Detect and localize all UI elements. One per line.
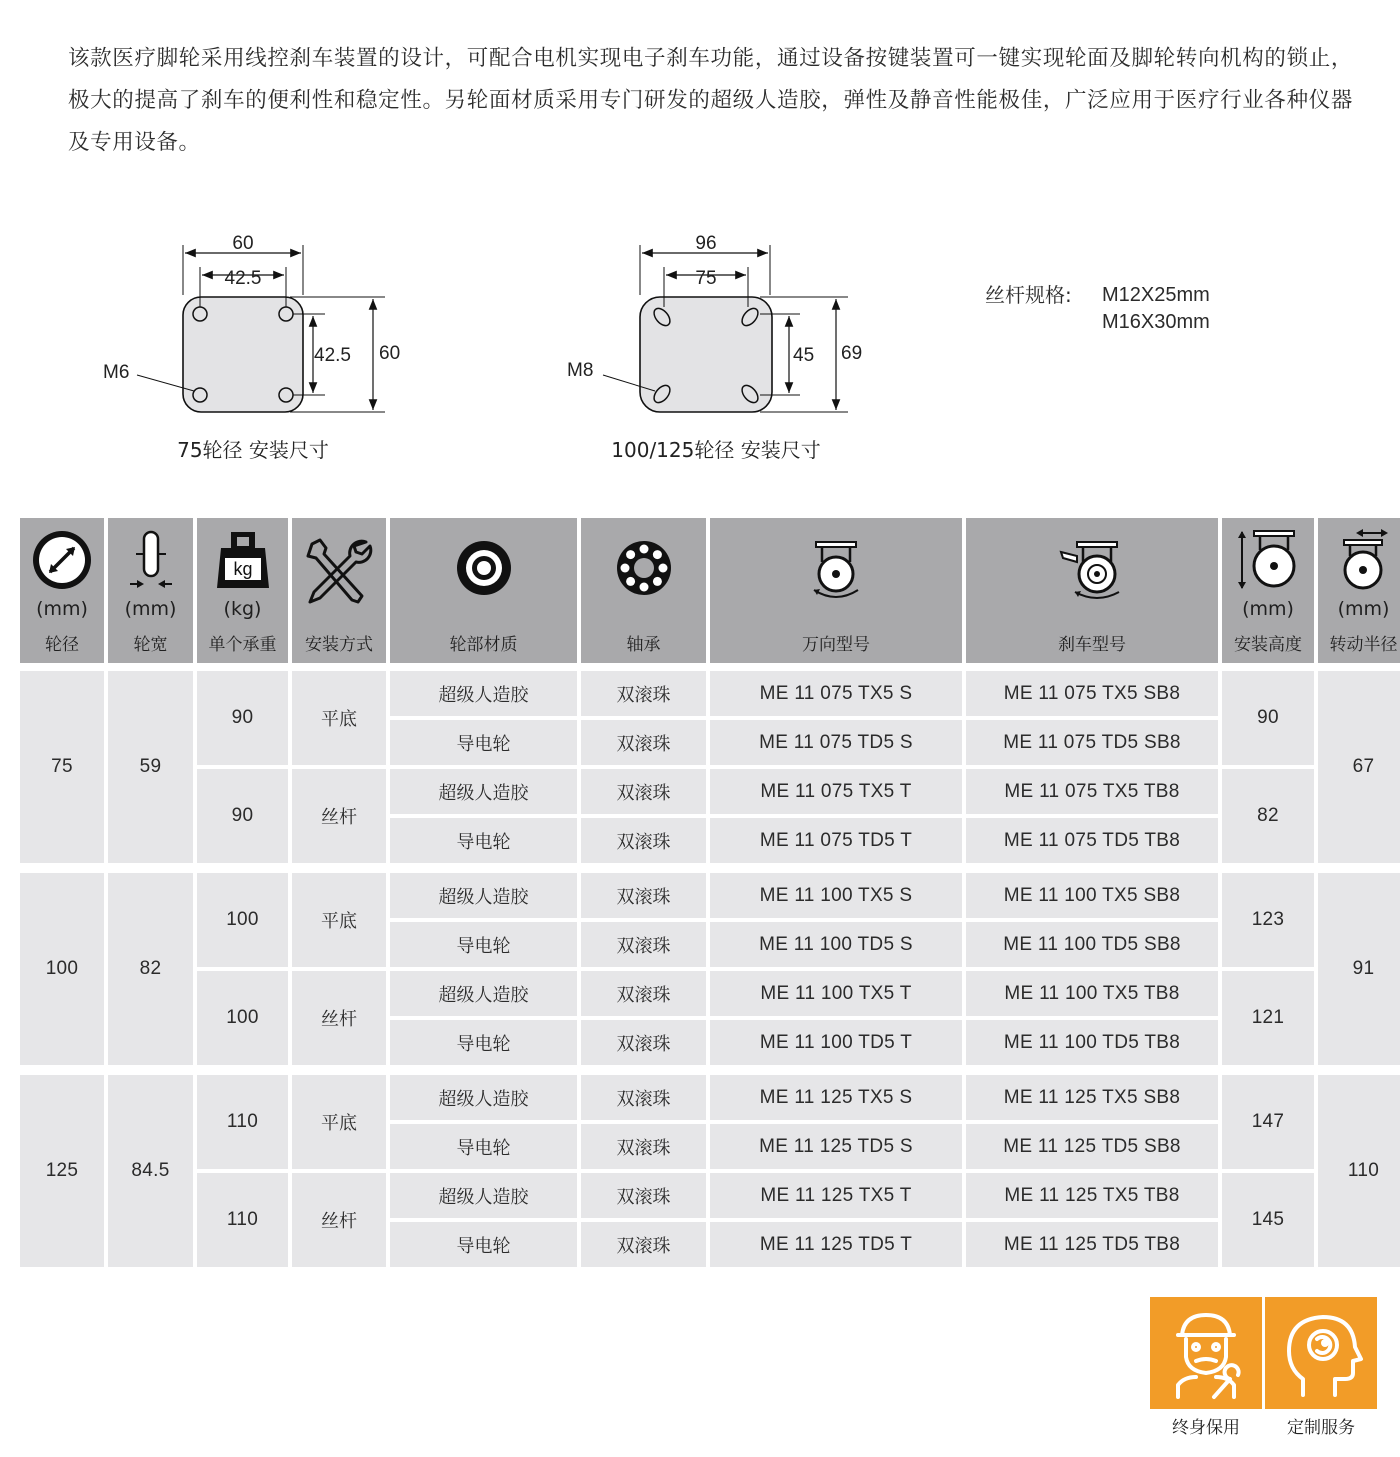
swivel-radius-icon (1336, 528, 1392, 592)
dim-75-outer-width: 60 (232, 233, 254, 254)
cell-material: 超级人造胶 (390, 971, 577, 1016)
header-material (390, 518, 577, 663)
plate-100-diagram (567, 233, 862, 462)
weight-icon-text: kg (232, 559, 253, 579)
cell-swivel-model: ME 11 075 TX5 T (710, 769, 962, 814)
cell-diameter: 100 (20, 873, 104, 1065)
intro-paragraph: 该款医疗脚轮采用线控刹车装置的设计，可配合电机实现电子刹车功能，通过设备按键装置可一键实现轮面及脚轮转向机构的锁止，极大的提高了刹车的便利性和稳定性。另轮面材质采用专门研发的超级人造胶，弹性及静音性能极佳，广泛应用于医疗行业各种仪器及专用设备。 (68, 46, 1353, 155)
cell-bearing: 双滚珠 (581, 1124, 706, 1169)
header-label: 轮径 (45, 635, 79, 655)
cell-mount: 丝杆 (292, 1173, 386, 1267)
cell-bearing: 双滚珠 (581, 873, 706, 918)
cell-load: 110 (197, 1075, 288, 1169)
header-label: 轴承 (626, 635, 661, 655)
cell-width: 59 (108, 671, 193, 863)
cell-diameter: 75 (20, 671, 104, 863)
cell-material: 超级人造胶 (390, 769, 577, 814)
table-row (20, 971, 1400, 1016)
cell-bearing: 双滚珠 (581, 971, 706, 1016)
cell-bearing: 双滚珠 (581, 922, 706, 967)
cell-swivel-model: ME 11 075 TD5 S (710, 720, 962, 765)
cell-swivel-model: ME 11 075 TD5 T (710, 818, 962, 863)
weight-icon (215, 528, 271, 592)
table-row (20, 1173, 1400, 1218)
plate-75-diagram (103, 233, 400, 462)
cell-load: 110 (197, 1173, 288, 1267)
thread-spec-value-1: M12X25mm (1102, 284, 1210, 306)
cell-material: 导电轮 (390, 922, 577, 967)
dim-100-outer-height: 69 (841, 343, 863, 364)
thread-100-label: M8 (567, 360, 594, 381)
cell-load: 90 (197, 769, 288, 863)
badge-label: 定制服务 (1287, 1418, 1355, 1438)
lifetime-warranty-icon (1158, 1305, 1254, 1401)
cell-mount: 平底 (292, 1075, 386, 1169)
cell-diameter: 125 (20, 1075, 104, 1267)
cell-brake-model: ME 11 075 TX5 TB8 (966, 769, 1218, 814)
cell-load: 90 (197, 671, 288, 765)
cell-swivel-model: ME 11 125 TD5 S (710, 1124, 962, 1169)
cell-swivel-model: ME 11 100 TD5 T (710, 1020, 962, 1065)
header-label: 安装方式 (305, 635, 373, 655)
cell-mount: 平底 (292, 671, 386, 765)
header-label: 安装高度 (1234, 635, 1302, 655)
header-label: 单个承重 (208, 635, 277, 655)
header-width (108, 518, 193, 663)
dim-100-inner-height: 45 (793, 345, 815, 366)
cell-brake-model: ME 11 125 TX5 TB8 (966, 1173, 1218, 1218)
caster-spec-table (16, 514, 1400, 1271)
cell-material: 超级人造胶 (390, 873, 577, 918)
cell-brake-model: ME 11 075 TD5 TB8 (966, 818, 1218, 863)
cell-swivel-model: ME 11 100 TX5 T (710, 971, 962, 1016)
swivel-caster-icon (808, 540, 864, 604)
wheel-width-icon (126, 528, 176, 592)
custom-service-icon (1273, 1305, 1369, 1401)
cell-material: 导电轮 (390, 818, 577, 863)
cell-bearing: 双滚珠 (581, 671, 706, 716)
badge-label: 终身保用 (1172, 1418, 1240, 1438)
header-label: 转动半径 (1329, 635, 1398, 655)
cell-height: 82 (1222, 769, 1314, 863)
cell-swivel-model: ME 11 125 TX5 T (710, 1173, 962, 1218)
cell-bearing: 双滚珠 (581, 1173, 706, 1218)
header-unit: (mm) (124, 598, 177, 620)
dim-100-inner-width: 75 (695, 268, 717, 289)
thread-spec (985, 282, 1210, 336)
cell-height: 145 (1222, 1173, 1314, 1267)
cell-swivel-model: ME 11 100 TX5 S (710, 873, 962, 918)
badge-custom-service (1265, 1297, 1377, 1438)
cell-height: 121 (1222, 971, 1314, 1065)
header-swivel (710, 518, 962, 663)
wheel-material-icon (454, 538, 514, 598)
cell-material: 导电轮 (390, 1222, 577, 1267)
dim-75-outer-height: 60 (379, 343, 401, 364)
cell-brake-model: ME 11 125 TD5 TB8 (966, 1222, 1218, 1267)
dim-75-inner-width: 42.5 (224, 268, 262, 289)
cell-width: 84.5 (108, 1075, 193, 1267)
header-bearing (581, 518, 706, 663)
cell-bearing: 双滚珠 (581, 720, 706, 765)
cell-material: 导电轮 (390, 1020, 577, 1065)
cell-material: 导电轮 (390, 720, 577, 765)
cell-brake-model: ME 11 100 TX5 TB8 (966, 971, 1218, 1016)
header-brake (966, 518, 1218, 663)
header-label: 轮宽 (133, 635, 168, 655)
cell-swivel-model: ME 11 125 TD5 T (710, 1222, 962, 1267)
cell-swivel-model: ME 11 075 TX5 S (710, 671, 962, 716)
tools-icon (302, 536, 376, 610)
header-unit: (mm) (1337, 598, 1390, 620)
cell-brake-model: ME 11 100 TX5 SB8 (966, 873, 1218, 918)
header-label: 万向型号 (802, 635, 870, 655)
cell-load: 100 (197, 971, 288, 1065)
cell-bearing: 双滚珠 (581, 769, 706, 814)
wheel-diameter-icon (30, 528, 94, 592)
thread-spec-value-2: M16X30mm (1102, 311, 1210, 333)
header-unit: (mm) (1242, 598, 1294, 620)
dim-75-inner-height: 42.5 (314, 345, 351, 366)
cell-mount: 平底 (292, 873, 386, 967)
cell-brake-model: ME 11 075 TD5 SB8 (966, 720, 1218, 765)
dim-100-outer-width: 96 (695, 233, 717, 254)
cell-height: 147 (1222, 1075, 1314, 1169)
mounting-diagrams-svg (0, 215, 1400, 475)
header-unit: (kg) (223, 598, 262, 620)
cell-swivel-model: ME 11 125 TX5 S (710, 1075, 962, 1120)
cell-width: 82 (108, 873, 193, 1065)
table-row (20, 1075, 1400, 1120)
thread-75-label: M6 (103, 362, 130, 383)
cell-material: 超级人造胶 (390, 1075, 577, 1120)
thread-spec-label: 丝杆规格: (985, 283, 1072, 307)
cell-material: 导电轮 (390, 1124, 577, 1169)
mounting-diagrams (0, 215, 1400, 475)
caption-100-125: 100/125轮径 安装尺寸 (611, 438, 821, 462)
cell-brake-model: ME 11 100 TD5 SB8 (966, 922, 1218, 967)
service-badges (1150, 1297, 1380, 1437)
cell-load: 100 (197, 873, 288, 967)
header-height (1222, 518, 1314, 663)
header-radius (1318, 518, 1400, 663)
cell-radius: 91 (1318, 873, 1400, 1065)
table-row (20, 769, 1400, 814)
mount-height-icon (1236, 528, 1300, 592)
header-load (197, 518, 288, 663)
brake-caster-icon (1057, 540, 1127, 604)
table-header-row (20, 518, 1400, 663)
cell-radius: 110 (1318, 1075, 1400, 1267)
header-label: 刹车型号 (1058, 635, 1126, 655)
cell-brake-model: ME 11 100 TD5 TB8 (966, 1020, 1218, 1065)
cell-height: 123 (1222, 873, 1314, 967)
cell-brake-model: ME 11 125 TD5 SB8 (966, 1124, 1218, 1169)
caption-75: 75轮径 安装尺寸 (177, 438, 329, 462)
table-row (20, 873, 1400, 918)
bearing-icon (614, 538, 674, 598)
header-label: 轮部材质 (449, 635, 518, 655)
cell-bearing: 双滚珠 (581, 1222, 706, 1267)
cell-brake-model: ME 11 125 TX5 SB8 (966, 1075, 1218, 1120)
cell-radius: 67 (1318, 671, 1400, 863)
cell-bearing: 双滚珠 (581, 1075, 706, 1120)
cell-material: 超级人造胶 (390, 1173, 577, 1218)
cell-bearing: 双滚珠 (581, 818, 706, 863)
cell-swivel-model: ME 11 100 TD5 S (710, 922, 962, 967)
cell-bearing: 双滚珠 (581, 1020, 706, 1065)
header-diameter (20, 518, 104, 663)
cell-mount: 丝杆 (292, 769, 386, 863)
header-unit: (mm) (36, 598, 88, 620)
cell-mount: 丝杆 (292, 971, 386, 1065)
cell-material: 超级人造胶 (390, 671, 577, 716)
table-row (20, 671, 1400, 716)
cell-height: 90 (1222, 671, 1314, 765)
badge-lifetime-warranty (1150, 1297, 1262, 1438)
header-mount (292, 518, 386, 663)
cell-brake-model: ME 11 075 TX5 SB8 (966, 671, 1218, 716)
